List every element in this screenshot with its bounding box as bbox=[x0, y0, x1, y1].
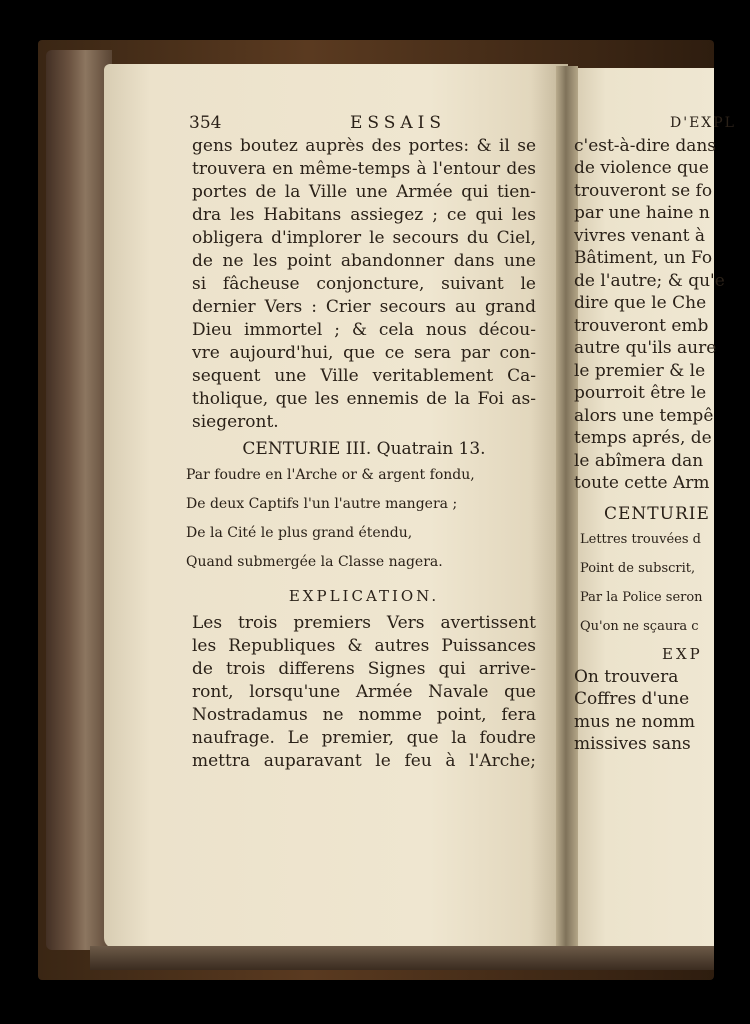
text-line: ront, lorsqu'une Armée Navale que bbox=[192, 682, 536, 702]
text-line: Point de subscrit, bbox=[580, 561, 696, 576]
right-page-text bbox=[574, 112, 736, 756]
right-running-head: D'EXPL bbox=[670, 115, 736, 131]
text-line: Bâtiment, un Fo bbox=[574, 248, 713, 268]
explication-heading: EXPLICATION. bbox=[288, 587, 440, 605]
right-explication-heading: EXP bbox=[662, 645, 703, 663]
text-line: portes de la Ville une Armée qui tien- bbox=[192, 182, 536, 202]
text-line: De deux Captifs l'un l'autre mangera ; bbox=[186, 496, 458, 512]
text-line: trouveront se fo bbox=[574, 180, 713, 201]
left-quatrain bbox=[186, 461, 536, 577]
text-line: Les trois premiers Vers avertissent bbox=[192, 613, 536, 633]
text-line: le premier & le bbox=[574, 360, 706, 381]
text-line: Coffres d'une bbox=[574, 689, 690, 709]
text-line: les Republiques & autres Puissances bbox=[192, 636, 536, 656]
left-page-header bbox=[189, 112, 536, 135]
text-line: trouveront emb bbox=[574, 315, 709, 336]
text-line: dire que le Che bbox=[574, 293, 707, 313]
text-line: dra les Habitans assiegez ; ce qui les bbox=[192, 205, 536, 225]
text-line: par une haine n bbox=[574, 203, 710, 223]
text-line: gens boutez auprès des portes: & il se bbox=[192, 136, 536, 156]
text-line: mus ne nomm bbox=[574, 711, 696, 732]
text-line: On trouvera bbox=[574, 666, 679, 687]
book-spine bbox=[46, 50, 112, 950]
text-line: de violence que bbox=[574, 158, 709, 178]
text-line: obligera d'implorer le secours du Ciel, bbox=[192, 228, 536, 248]
left-page-text bbox=[186, 112, 536, 773]
text-line: mettra auparavant le feu à l'Arche; bbox=[192, 751, 536, 771]
text-line: dernier Vers : Crier secours au grand bbox=[192, 297, 536, 317]
text-line: autre qu'ils aure bbox=[574, 338, 717, 358]
text-line: temps aprés, de bbox=[574, 428, 712, 448]
text-line: toute cette Arm bbox=[574, 473, 710, 493]
text-line: alors une tempê bbox=[574, 405, 714, 426]
page-number: 354 bbox=[189, 113, 222, 133]
text-line: De la Cité le plus grand étendu, bbox=[186, 525, 413, 541]
text-line: Nostradamus ne nomme point, fera bbox=[192, 705, 536, 725]
text-line: c'est-à-dire dans bbox=[574, 135, 717, 156]
text-line: de ne les point abandonner dans une bbox=[192, 251, 536, 271]
text-line: trouvera en même-temps à l'entour des bbox=[192, 159, 536, 179]
text-line: tholique, que les ennemis de la Foi as- bbox=[192, 389, 536, 409]
text-line: naufrage. Le premier, que la foudre bbox=[192, 728, 536, 748]
right-centurie-heading: CENTURIE bbox=[604, 503, 710, 524]
text-line: missives sans bbox=[574, 734, 691, 754]
centurie-heading: CENTURIE III. Quatrain 13. bbox=[242, 439, 486, 459]
text-line: siegeront. bbox=[192, 412, 279, 432]
text-line: vivres venant à bbox=[574, 225, 706, 246]
text-line: le abîmera dan bbox=[574, 450, 704, 471]
text-line: Par foudre en l'Arche or & argent fondu, bbox=[186, 467, 475, 483]
text-line: sequent une Ville veritablement Ca- bbox=[192, 366, 536, 386]
right-paragraph-1 bbox=[574, 135, 725, 495]
left-paragraph-1 bbox=[192, 135, 536, 434]
text-line: Dieu immortel ; & cela nous décou- bbox=[192, 320, 536, 340]
text-line: Quand submergée la Classe nagera. bbox=[186, 554, 443, 570]
text-line: vre aujourd'hui, que ce sera par con- bbox=[192, 343, 536, 363]
text-line: pourroit être le bbox=[574, 383, 707, 403]
running-head: ESSAIS bbox=[349, 113, 446, 133]
text-line: de trois differens Signes qui arrive- bbox=[192, 659, 536, 679]
text-line: si fâcheuse conjoncture, suivant le bbox=[192, 274, 536, 294]
right-quatrain bbox=[574, 525, 714, 641]
text-line: Qu'on ne sçaura c bbox=[580, 619, 699, 634]
text-line: de l'autre; & qu'e bbox=[574, 270, 725, 291]
text-line: Lettres trouvées d bbox=[580, 532, 701, 547]
text-line: Par la Police seron bbox=[580, 590, 703, 605]
book-bottom-edge bbox=[90, 946, 714, 970]
right-paragraph-2 bbox=[574, 666, 714, 756]
left-paragraph-2 bbox=[192, 612, 536, 773]
